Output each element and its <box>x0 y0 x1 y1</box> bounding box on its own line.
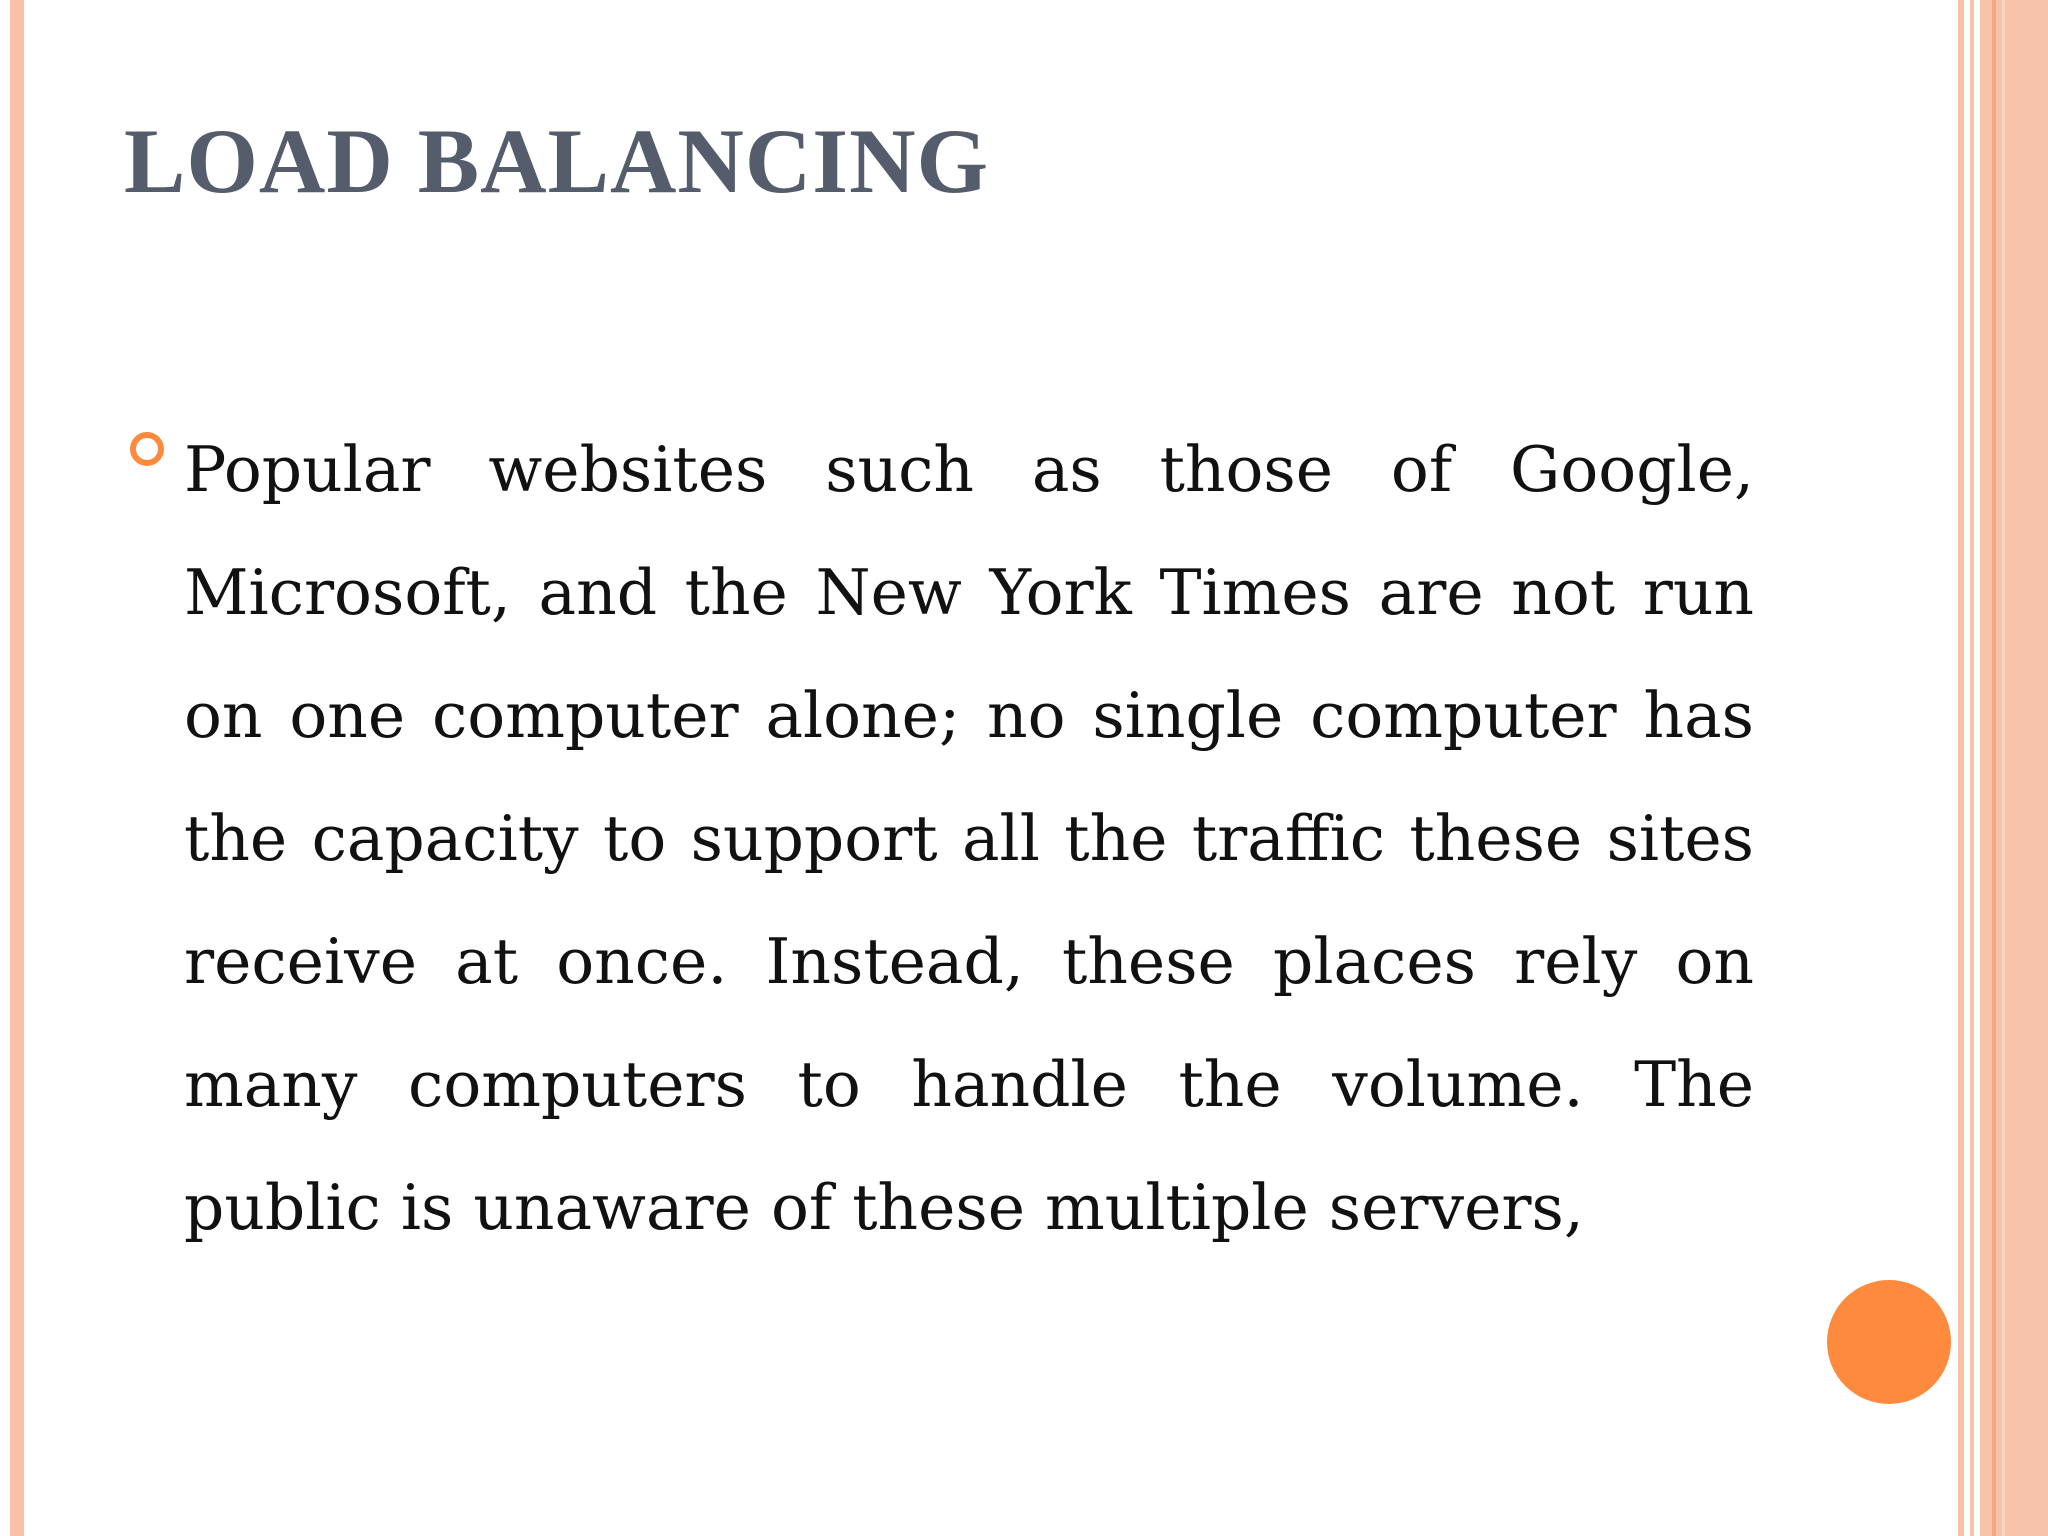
decorative-circle <box>1827 1280 1951 1404</box>
slide-title: LOAD BALANCING <box>124 110 990 212</box>
right-border-stripe <box>1970 0 1974 1536</box>
right-border-stripe <box>2002 0 2005 1536</box>
right-border-band <box>1980 0 2048 1536</box>
left-border-stripe <box>10 0 24 1536</box>
right-border-stripe <box>1992 0 1996 1536</box>
bullet-text: Popular websites such as those of Google, Microsoft, and the New York Times are not run on one computer alone; no single computer has the capacity to support all the traffic these sites receive at once. Instead, these places rely on many computers to handle the volume. The public is unaware of these multiple servers, <box>184 433 1754 1244</box>
right-border-stripe <box>1958 0 1964 1536</box>
bullet-ring-icon <box>130 432 164 466</box>
